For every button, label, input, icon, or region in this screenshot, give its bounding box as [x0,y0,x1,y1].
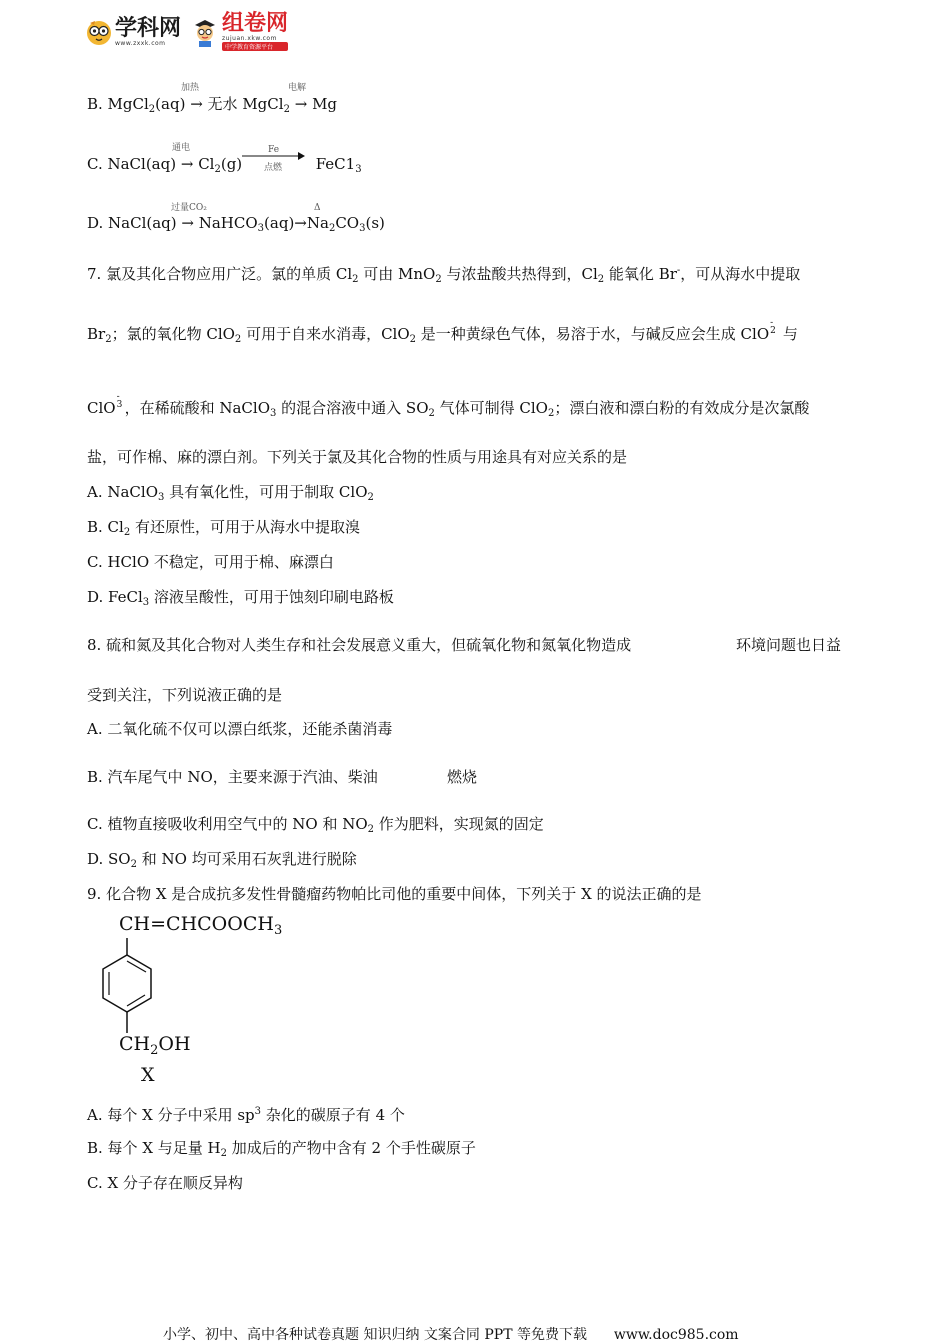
student-mascot-icon [191,16,219,48]
q8-stem-line2: 受到关注，下列说液正确的是 [87,686,283,704]
q6c-line: C. NaCl(aq) → $Cl_2(g)$ $FeC1_3$ [87,155,362,175]
logo2-text: 组卷网 [222,11,289,36]
q7-stem-line4: 盐，可作棉、麻的漂白剂。下列关于氯及其化合物的性质与用途具有对应关系的是 [87,448,628,466]
q8-option-d: D. $SO_2$ 和 NO 均可采用石灰乳进行脱除 [87,850,357,870]
q7-stem-line2: $Br_2$；氯的氧化物 ClO$_2$ 可用于自来水消毒，ClO$_2$ 是一种黄绿色气体，易溶于水，与碱反应会生成 ClO - 2 与 [87,318,798,345]
q8-option-a: A. 二氧化硫不仅可以漂白纸浆，还能杀菌消毒 [87,720,393,738]
q6c-arrow1-label: 通电 [172,143,191,153]
header-logos [86,12,288,52]
footer-url[interactable]: www.doc985.com [613,1327,739,1343]
q8-option-c: C. 植物直接吸收利用空气中的 NO 和 $NO_2$ 作为肥料，实现氮的固定 [87,815,544,835]
q6b-arrow1-label: 加热 [181,83,200,93]
footer [163,1324,739,1344]
q7-stem-line3: ClO - 3 ，在稀硫酸和 NaClO$_3$ 的混合溶液中通入 $SO_2$ 气体可制得 ClO$_2$；漂白液和漂白粉的有效成分是次氯酸 [87,392,810,419]
q9-option-c: C. X 分子存在顺反异构 [87,1174,243,1192]
q7-option-c: C. HClO 不稳定，可用于棉、麻漂白 [87,553,334,571]
logo2-badge: 中学教育资源平台 [222,42,288,51]
q9-option-b: B. 每个 X 与足量 $H_2$ 加成后的产物中含有 2 个手性碳原子 [87,1139,476,1159]
q6b-line: B. MgCl$_2$(aq) → 无水 MgCl$_2$ → Mg [87,95,338,115]
q6d-arrow1-label: 过量CO₂ [171,203,207,213]
q6c-arrow2-top: Fe [268,145,280,155]
q7-option-b: B. $Cl_2$ 有还原性，可用于从海水中提取溴 [87,518,360,538]
right-arrow-icon: → [294,95,308,113]
q7-option-d: D. FeCl$_3$ 溶液呈酸性，可用于蚀刻印刷电路板 [87,588,394,608]
structure-top-group: $CH=CHCOOCH_3$ [119,913,283,938]
logo1-text: 学科网 [115,15,182,41]
q6d-line: D. NaCl(aq) → $NaHCO_3(aq)\to Na_2CO_3(s)$ [87,214,385,234]
q6c-arrow2-bottom: 点燃 [264,163,283,173]
right-arrow-icon: → [180,155,194,173]
owl-mascot-icon [86,18,112,46]
q8-option-b-part1: B. 汽车尾气中 NO，主要来源于汽油、柴油 [87,768,378,786]
q9-stem: 9. 化合物 X 是合成抗多发性骨髓瘤药物帕比司他的重要中间体，下列关于 X 的说法正确的是 [87,885,702,903]
structure-bottom-group: $CH_2OH$ [119,1033,191,1058]
right-arrow-icon: → [190,95,203,113]
logo-zujuan [191,13,288,51]
right-arrow-icon: → [294,214,307,232]
q9-option-a: A. 每个 X 分子中采用 $sp^3$ 杂化的碳原子有 4 个 [87,1106,405,1124]
logo1-url: www.zxxk.com [115,39,166,47]
q8-stem-line1a: 8. 硫和氮及其化合物对人类生存和社会发展意义重大，但硫氧化物和氮氧化物造成 [87,636,632,654]
benzene-ring-diagram [98,938,158,1038]
logo-zxxk [86,15,182,47]
q7-option-a: A. NaClO$_3$ 具有氧化性，可用于制取 ClO$_2$ [87,483,374,503]
footer-text: 小学、初中、高中各种试卷真题 知识归纳 文案合同 PPT 等免费下载 [163,1327,587,1343]
logo2-url: zujuan.xkw.com [222,35,277,42]
structure-label: X [141,1064,155,1086]
q8-option-b-part2: 燃烧 [447,768,478,786]
q8-stem-line1b: 环境问题也日益 [736,636,842,654]
q6b-arrow2-label: 电解 [288,83,307,93]
q6d-arrow2-label: Δ [314,203,321,213]
q7-stem-line1: 7. 氯及其化合物应用广泛。氯的单质 $Cl_2$ 可由 MnO$_2$ 与浓盐酸共热得到，$Cl_2$ 能氧化 Br-，可从海水中提取 [87,265,801,285]
right-arrow-icon: → [181,214,194,232]
